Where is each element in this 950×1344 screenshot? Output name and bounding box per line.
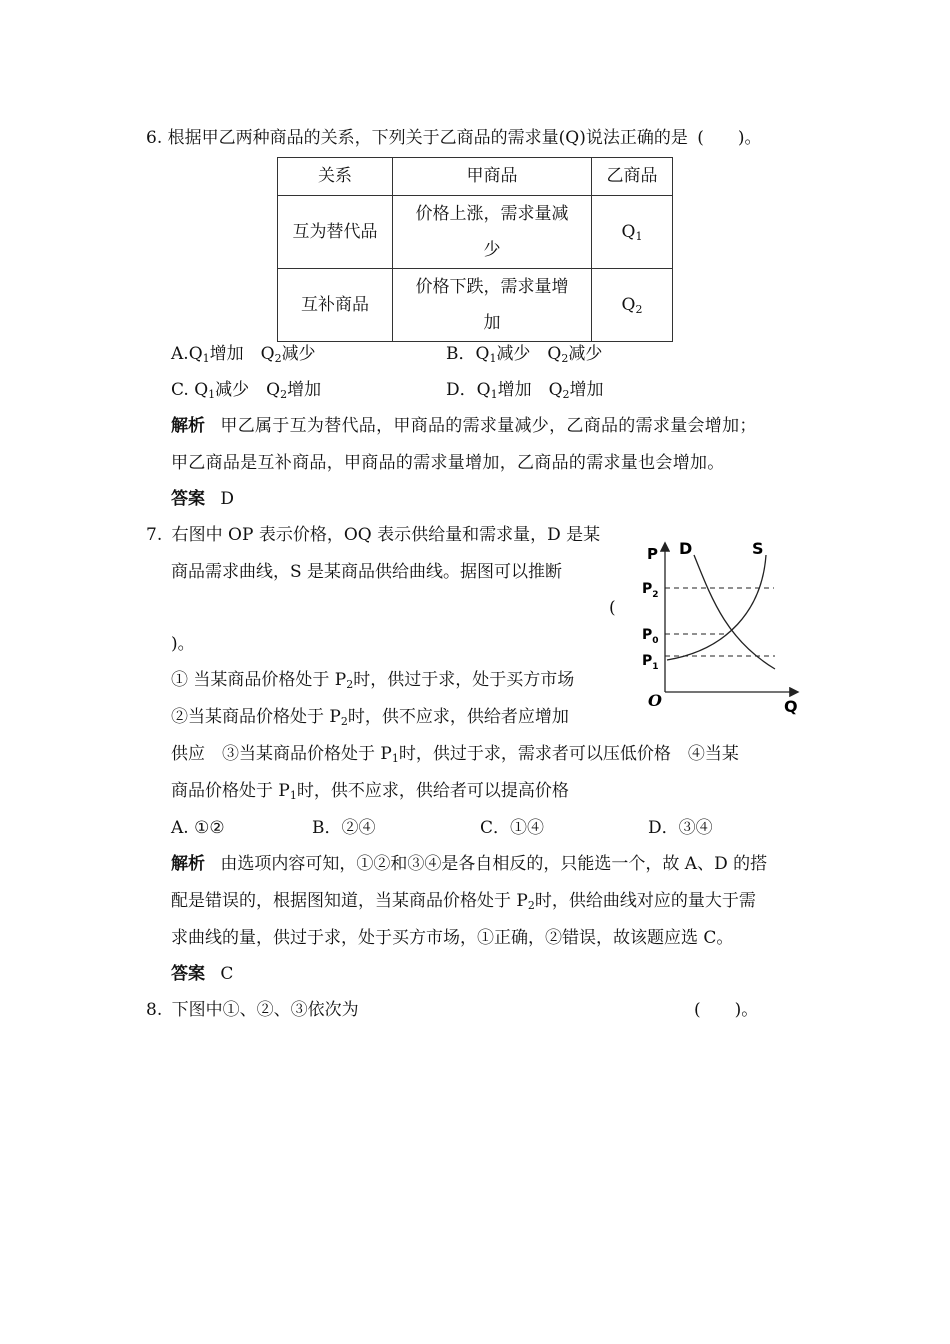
q6-stem: [146, 127, 762, 149]
q6-option-b: [446, 343, 602, 365]
p1-label: $P_1$: [642, 653, 659, 672]
analysis-label: 解析: [171, 854, 205, 874]
origin-label: O: [648, 691, 662, 710]
supply-label: S: [752, 539, 764, 558]
q7-line2: [171, 561, 562, 583]
relation-cell: 互补商品: [278, 269, 393, 342]
yi-sub: 2: [635, 302, 643, 316]
sub: 1: [489, 352, 497, 365]
q7-statement-2: [171, 706, 569, 728]
q6-option-d: [446, 379, 604, 401]
relation-cell: 互为替代品: [278, 196, 393, 269]
option-text: 减少 Q: [496, 344, 562, 364]
yi-sub: 1: [635, 229, 643, 243]
demand-label: D: [679, 539, 693, 558]
header-relation: 关系: [278, 158, 393, 196]
sub: 2: [527, 899, 535, 912]
q7-analysis-line2: [171, 890, 756, 912]
q7-statement-3: [171, 743, 739, 765]
jia-line: 价格下跌，需求量增: [415, 277, 569, 297]
option-label: C.: [171, 380, 189, 400]
sub: 2: [274, 352, 282, 365]
statement-text: ① 当某商品价格处于 P: [171, 670, 347, 690]
q7-statement-1: [171, 669, 574, 691]
sub: 2: [346, 678, 354, 691]
statement-text: 供应 ③当某商品价格处于 P: [171, 744, 392, 764]
q7-text: 商品需求曲线，S 是某商品供给曲线。据图可以推断: [171, 562, 563, 582]
jia-line: 加: [483, 313, 501, 333]
jia-cell: [393, 196, 592, 269]
q6-analysis-line1: [171, 415, 757, 437]
q7-statement-4: [171, 780, 569, 802]
option-text: 减少: [281, 344, 316, 364]
statement-text: 时，供不应求，供给者应增加: [347, 707, 569, 727]
analysis-label: 解析: [171, 416, 205, 436]
q7-analysis-line1: [171, 853, 767, 875]
q6-analysis-line2: [171, 452, 725, 474]
option-label: A.: [171, 344, 189, 364]
q7-option-a: A. ①②: [171, 818, 225, 838]
q7-answer: [171, 963, 233, 985]
q6-answer: [171, 488, 234, 510]
q7-line1: [146, 524, 600, 546]
option-label: D．: [446, 380, 477, 400]
sub: 1: [391, 752, 399, 765]
option-text: Q: [194, 380, 209, 400]
jia-line: 少: [483, 240, 501, 260]
yi-cell: [592, 196, 673, 269]
q6-number: 6.: [146, 128, 163, 148]
jia-line: 价格上涨，需求量减: [415, 204, 569, 224]
sub: 1: [490, 388, 498, 401]
sub: 1: [202, 352, 210, 365]
option-text: Q: [188, 344, 203, 364]
q7-text: 右图中 OP 表示价格，OQ 表示供给量和需求量，D 是某: [171, 525, 601, 545]
jia-cell: [393, 269, 592, 342]
demand-curve: [694, 555, 775, 669]
option-text: 减少: [568, 344, 603, 364]
answer-value: D: [220, 489, 235, 509]
analysis-text: 求曲线的量，供过于求，处于买方市场，①正确，②错误，故该题应选 C。: [171, 928, 734, 948]
option-text: 增加 Q: [497, 380, 563, 400]
option-text: Q: [476, 380, 491, 400]
q8-stem: [146, 999, 359, 1021]
table-row: [278, 269, 673, 342]
q7-option-c: C．①④: [480, 818, 545, 838]
header-jia: 甲商品: [393, 158, 592, 196]
p-axis-label: P: [647, 545, 658, 563]
q7-option-d: D．③④: [648, 818, 713, 838]
answer-value: C: [220, 964, 234, 984]
q6-stem-text: 根据甲乙两种商品的关系，下列关于乙商品的需求量(Q)说法正确的是: [167, 128, 688, 148]
q8-number: 8.: [146, 1000, 163, 1020]
option-text: 增加: [287, 380, 322, 400]
q6-paren: ( )。: [697, 128, 762, 148]
q7-paren-close: )。: [171, 634, 195, 654]
supply-demand-figure: [632, 530, 807, 720]
statement-text: 商品价格处于 P: [171, 781, 290, 801]
option-label: B．: [446, 344, 476, 364]
sub: 2: [280, 388, 288, 401]
yi-q: Q: [621, 294, 636, 315]
answer-label: 答案: [171, 964, 205, 984]
analysis-text: 时，供给曲线对应的量大于需: [534, 891, 756, 911]
sub: 1: [208, 388, 216, 401]
analysis-text: 甲乙属于互为替代品，甲商品的需求量减少，乙商品的需求量会增加；: [220, 416, 757, 436]
q7-option-b: B．②④: [312, 818, 376, 838]
analysis-text: 由选项内容可知，①②和③④是各自相反的，只能选一个，故 A、D 的搭: [220, 854, 768, 874]
statement-text: ②当某商品价格处于 P: [171, 707, 341, 727]
q8-paren: ( )。: [694, 1000, 759, 1020]
q-axis-label: Q: [784, 697, 798, 716]
q7-number: 7.: [146, 525, 163, 545]
statement-text: 时，供不应求，供给者可以提高价格: [296, 781, 569, 801]
header-yi: 乙商品: [592, 158, 673, 196]
sub: 2: [561, 352, 569, 365]
analysis-text: 甲乙商品是互补商品，甲商品的需求量增加，乙商品的需求量也会增加。: [171, 453, 725, 473]
p0-label: $P_0$: [642, 627, 659, 646]
option-text: 增加 Q: [209, 344, 275, 364]
sub: 2: [340, 715, 348, 728]
option-text: 增加: [569, 380, 604, 400]
sub: 2: [562, 388, 570, 401]
table-header-row: [278, 158, 673, 196]
q6-option-a: [171, 343, 316, 365]
q7-analysis-line3: [171, 927, 733, 949]
q6-option-c: [171, 379, 321, 401]
yi-cell: [592, 269, 673, 342]
analysis-text: 配是错误的，根据图知道，当某商品价格处于 P: [171, 891, 528, 911]
answer-label: 答案: [171, 489, 205, 509]
option-text: 减少 Q: [215, 380, 281, 400]
option-text: Q: [475, 344, 490, 364]
table-row: [278, 196, 673, 269]
sub: 1: [289, 789, 297, 802]
statement-text: 时，供过于求，处于买方市场: [353, 670, 575, 690]
p2-label: $P_2$: [642, 581, 659, 600]
yi-q: Q: [621, 221, 636, 242]
q8-text: 下图中①、②、③依次为: [171, 1000, 359, 1020]
relation-table: [277, 157, 673, 342]
statement-text: 时，供过于求，需求者可以压低价格 ④当某: [398, 744, 739, 764]
q7-paren-open: (: [609, 598, 616, 618]
